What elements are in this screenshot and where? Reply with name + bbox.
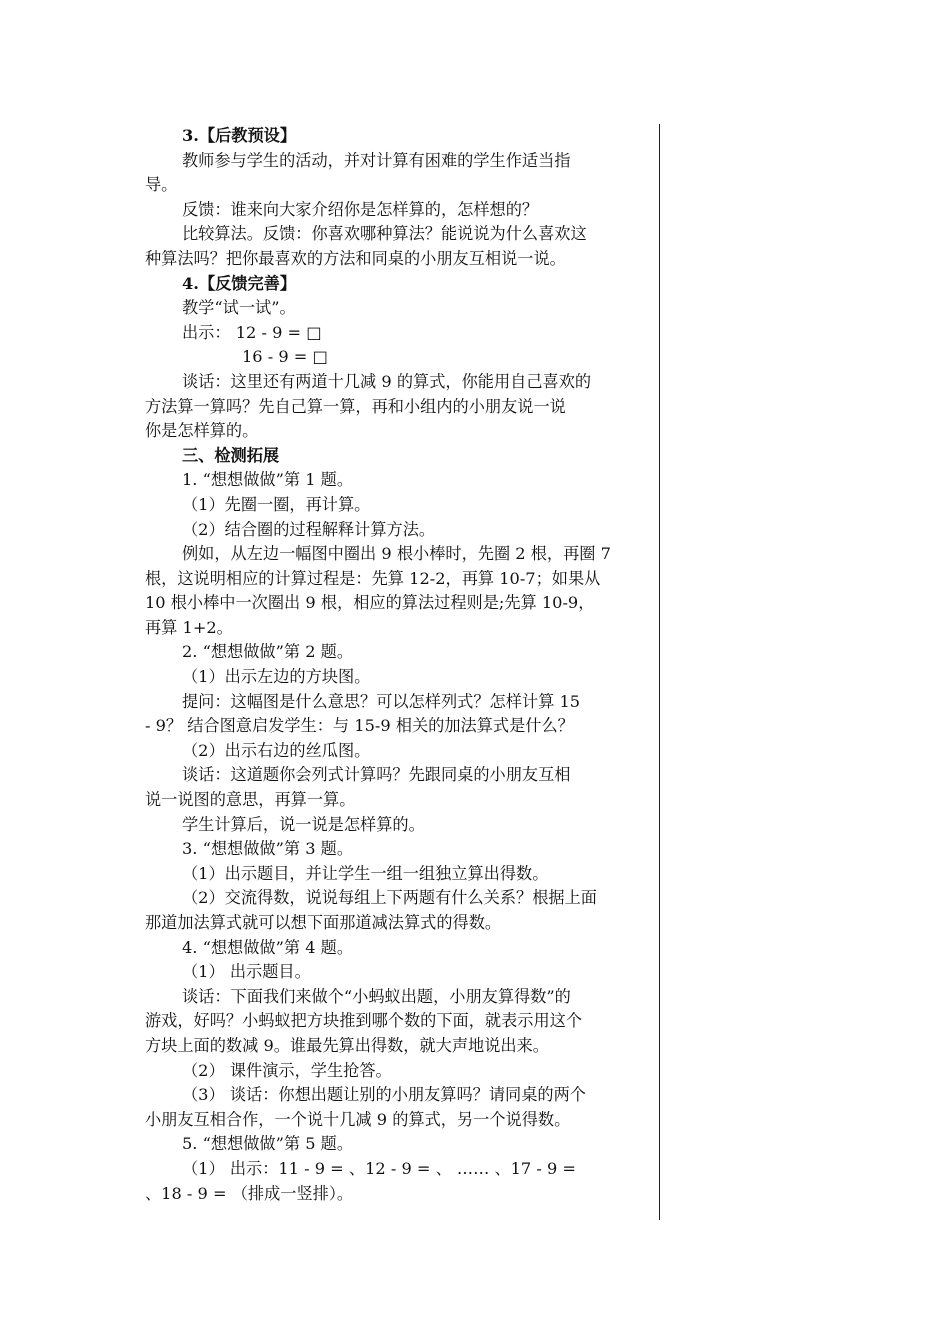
table-border-line [659,124,660,1220]
paragraph-line: （1）出示题目，并让学生一组一组独立算出得数。 [182,863,549,883]
paragraph-line: 学生计算后，说一说是怎样算的。 [182,814,425,834]
paragraph-line: 说一说图的意思，再算一算。 [145,790,356,810]
paragraph-line: （1）先圈一圈，再计算。 [182,494,371,514]
paragraph-line: 根，这说明相应的计算过程是：先算 12-2，再算 10-7；如果从 [145,568,601,588]
paragraph-line: 教师参与学生的活动，并对计算有困难的学生作适当指 [182,150,571,170]
paragraph-line: 你是怎样算的。 [145,421,259,441]
paragraph-line: 方块上面的数减 9。谁最先算出得数，就大声地说出来。 [145,1035,549,1055]
exercise-heading: 5. “想想做做”第 5 题。 [182,1134,354,1154]
paragraph-line: 教学“试一试”。 [182,298,296,318]
equation-line: 16 - 9 = □ [242,347,328,367]
paragraph-line: （3） 谈话：你想出题让别的小朋友算吗？请同桌的两个 [182,1085,586,1105]
paragraph-line: 再算 1+2。 [145,617,233,637]
exercise-heading: 2. “想想做做”第 2 题。 [182,642,354,662]
paragraph-line: 那道加法算式就可以想下面那道减法算式的得数。 [145,913,502,932]
exercise-heading: 3. “想想做做”第 3 题。 [182,839,354,859]
heading-testing-extension: 三、检测拓展 [182,445,280,465]
paragraph-line: 小朋友互相合作，一个说十几减 9 的算式，另一个说得数。 [145,1109,571,1129]
paragraph-line: 10 根小棒中一次圈出 9 根，相应的算法过程则是;先算 10-9， [145,593,595,613]
paragraph-line: （1）出示左边的方块图。 [182,667,371,687]
heading-feedback: 4.【反馈完善】 [182,273,297,293]
paragraph-line: （2）交流得数，说说每组上下两题有什么关系？根据上面 [182,888,597,908]
paragraph-line: （2）结合圈的过程解释计算方法。 [182,519,436,539]
paragraph-line: 导。 [145,175,178,195]
paragraph-line: 谈话：这里还有两道十几减 9 的算式，你能用自己喜欢的 [182,371,592,391]
paragraph-line: 谈话：下面我们来做个“小蚂蚁出题，小朋友算得数”的 [182,986,571,1006]
paragraph-line: 种算法吗？把你最喜欢的方法和同桌的小朋友互相说一说。 [145,248,566,268]
equation-line: （1） 出示：11 - 9 = 、12 - 9 = 、 …… 、17 - 9 = [182,1158,577,1178]
lesson-plan-text [145,124,655,1206]
equation-line: 出示： 12 - 9 = □ [182,322,322,342]
paragraph-line: 反馈：谁来向大家介绍你是怎样算的，怎样想的？ [182,199,539,219]
paragraph-line: （2） 课件演示，学生抢答。 [182,1060,392,1080]
paragraph-line: 游戏，好吗？小蚂蚁把方块推到哪个数的下面，就表示用这个 [145,1011,583,1031]
paragraph-line: 方法算一算吗？先自己算一算，再和小组内的小朋友说一说 [145,396,566,416]
paragraph-line: 谈话：这道题你会列式计算吗？先跟同桌的小朋友互相 [182,765,571,785]
exercise-heading: 1. “想想做做”第 1 题。 [182,470,354,490]
paragraph-line: （1） 出示题目。 [182,962,311,982]
paragraph-line: 提问：这幅图是什么意思？可以怎样列式？怎样计算 15 [182,691,581,711]
heading-post-teaching: 3.【后教预设】 [182,126,297,145]
exercise-heading: 4. “想想做做”第 4 题。 [182,937,354,957]
paragraph-line: 例如，从左边一幅图中圈出 9 根小棒时，先圈 2 根，再圈 7 [182,544,611,564]
paragraph-line: （2）出示右边的丝瓜图。 [182,740,371,760]
paragraph-line: 比较算法。反馈：你喜欢哪种算法？能说说为什么喜欢这 [182,224,587,244]
equation-line: 、18 - 9 = （排成一竖排）。 [145,1183,354,1203]
paragraph-line: - 9？ 结合图意启发学生：与 15-9 相关的加法算式是什么？ [145,716,574,736]
